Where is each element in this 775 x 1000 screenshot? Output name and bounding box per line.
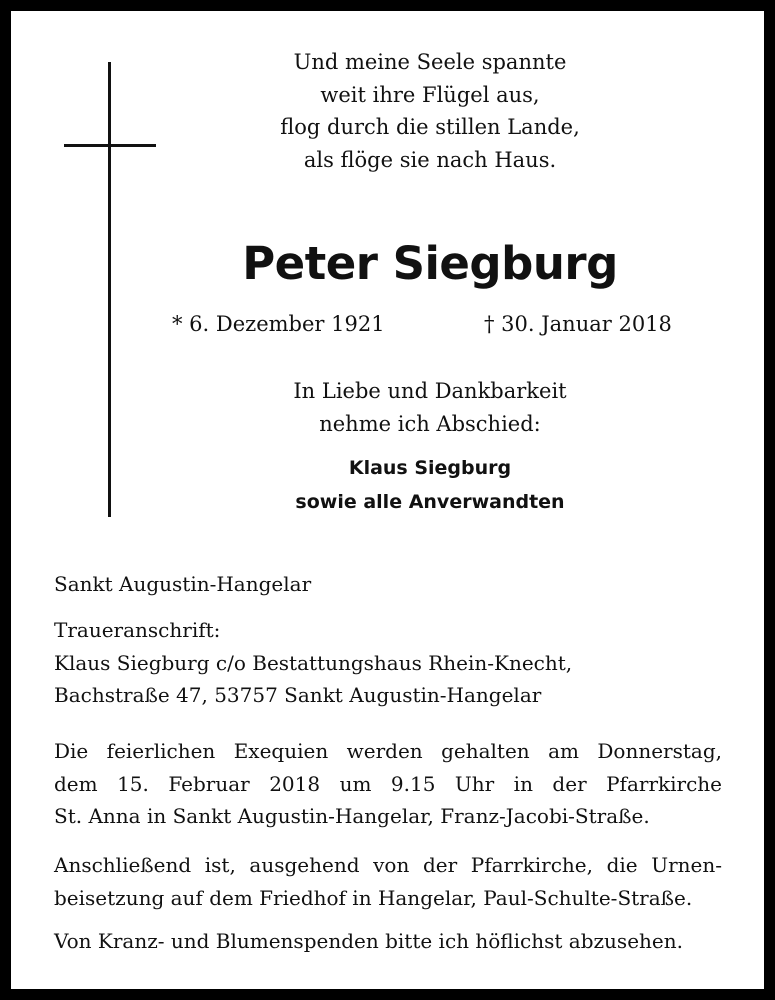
note-line: Von Kranz- und Blumenspenden bitte ich höflichst abzusehen.	[54, 929, 683, 953]
service-line: dem 15. Februar 2018 um 9.15 Uhr in der Pfarrkirche	[54, 771, 722, 796]
farewell-line: nehme ich Abschied:	[319, 412, 541, 436]
mourner-line: Klaus Siegburg	[348, 457, 512, 479]
service-line: St. Anna in Sankt Augustin-Hangelar, Franz-Jacobi-Straße.	[54, 804, 650, 828]
address-label: Traueranschrift:	[54, 618, 221, 642]
poem-line: flog durch die stillen Lande,	[280, 115, 580, 139]
birth-date: * 6. Dezember 1921	[172, 312, 385, 336]
mourner-line: sowie alle Anverwandten	[295, 491, 565, 513]
address-line: Bachstraße 47, 53757 Sankt Augustin-Hangelar	[54, 683, 542, 707]
deceased-name: Peter Siegburg	[242, 237, 618, 290]
service-line: Die feierlichen Exequien werden gehalten am Donnerstag,	[54, 739, 722, 763]
poem-line: weit ihre Flügel aus,	[320, 82, 540, 107]
poem-line: als flöge sie nach Haus.	[303, 147, 557, 172]
poem	[190, 46, 670, 176]
place	[54, 568, 722, 601]
burial-line: Anschließend ist, ausgehend von der Pfarrkirche, die Urnen-	[54, 853, 722, 877]
cross-icon-horizontal	[64, 144, 156, 147]
death-date: † 30. Januar 2018	[484, 312, 672, 336]
poem-line: Und meine Seele spannte	[293, 50, 567, 74]
burial-line: beisetzung auf dem Friedhof in Hangelar, Paul-Schulte-Straße.	[54, 885, 693, 910]
cross-icon-vertical	[108, 62, 111, 517]
place-name: Sankt Augustin-Hangelar	[54, 572, 312, 596]
flower-note	[54, 925, 722, 958]
farewell-line: In Liebe und Dankbarkeit	[293, 379, 567, 403]
service-info	[54, 735, 722, 833]
address-line: Klaus Siegburg c/o Bestattungshaus Rhein-Knecht,	[54, 650, 573, 675]
farewell-text	[190, 375, 670, 441]
mourners	[190, 451, 670, 519]
mourning-address	[54, 614, 722, 712]
burial-info	[54, 849, 722, 914]
